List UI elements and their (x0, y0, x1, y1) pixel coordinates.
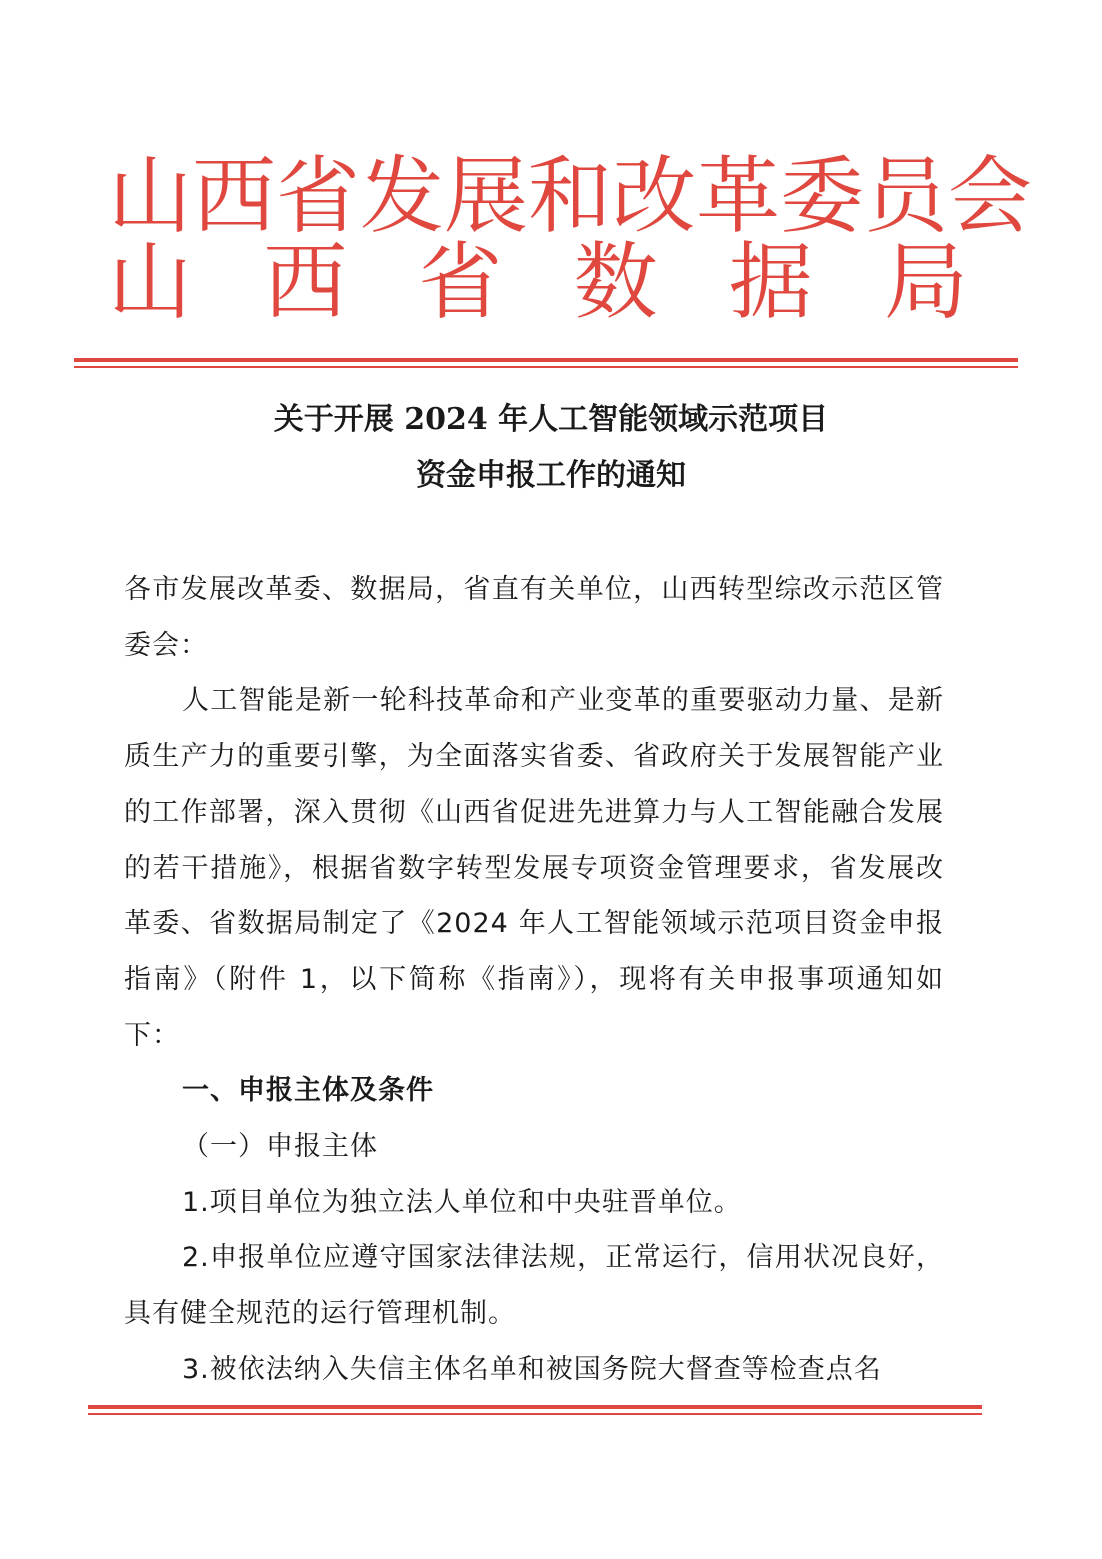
subsection-heading-1: （一）申报主体 (182, 1131, 378, 1163)
document-body (124, 562, 944, 1398)
section-heading-1: 一、申报主体及条件 (182, 1075, 434, 1107)
intro-paragraph: 人工智能是新一轮科技革命和产业变革的重要驱动力量、是新质生产力的重要引擎，为全面落实省委、省政府关于发展智能产业的工作部署，深入贯彻《山西省促进先进算力与人工智能融合发展的若干措施》，根据省数字转型发展专项资金管理要求，省发展改革委、省数据局制定了《2024 年人工智能领域示范项目资金申报指南》（附件 1，以下简称《指南》），现将有关申报事项通知如下： (124, 685, 944, 1051)
header-char: 山 (108, 233, 193, 331)
header-char: 革 (696, 147, 781, 245)
header-char: 山 (108, 147, 193, 245)
header-char: 和 (528, 147, 613, 245)
header-char: 发 (360, 147, 445, 245)
issuer-name-line-2 (108, 234, 968, 330)
header-char: 省 (276, 147, 361, 245)
header-divider-thin (74, 366, 1018, 368)
header-char: 西 (263, 233, 348, 331)
footer-divider-thin (88, 1413, 982, 1415)
list-item: 3.被依法纳入失信主体名单和被国务院大督查等检查点名 (182, 1353, 882, 1385)
list-item: 2.申报单位应遵守国家法律法规，正常运行，信用状况良好，具有健全规范的运行管理机制。 (124, 1242, 944, 1330)
header-char: 会 (948, 147, 1033, 245)
header-char: 省 (418, 233, 503, 331)
header-char: 局 (883, 233, 968, 331)
header-char: 据 (728, 233, 813, 331)
list-item: 1.项目单位为独立法人单位和中央驻晋单位。 (182, 1186, 742, 1218)
salutation: 各市发展改革委、数据局，省直有关单位，山西转型综改示范区管委会： (124, 574, 944, 661)
header-char: 数 (573, 233, 658, 331)
header-char: 改 (612, 147, 697, 245)
header-char: 委 (780, 147, 865, 245)
header-char: 西 (192, 147, 277, 245)
footer-divider-thick (88, 1405, 982, 1409)
document-title-line-1: 关于开展 2024 年人工智能领域示范项目 (273, 402, 829, 437)
header-divider-thick (74, 358, 1018, 362)
header-char: 员 (864, 147, 949, 245)
header-char: 展 (444, 147, 529, 245)
document-title-line-2: 资金申报工作的通知 (416, 458, 686, 493)
issuer-name-line-1 (108, 147, 1033, 245)
